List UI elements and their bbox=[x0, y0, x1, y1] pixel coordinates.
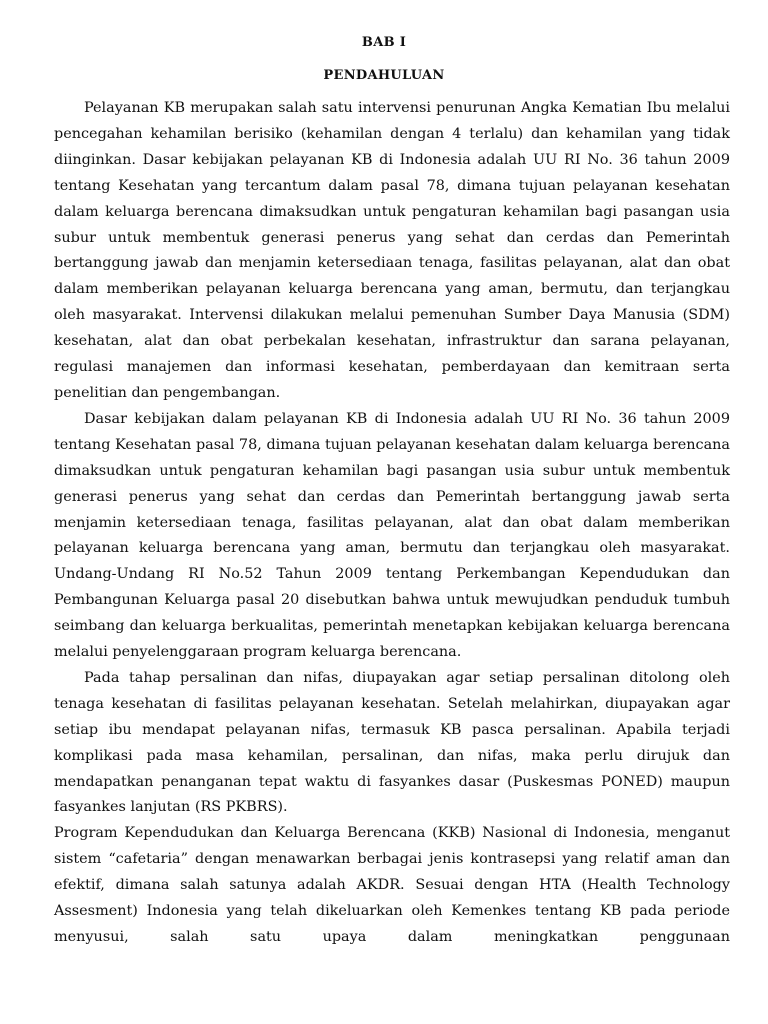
paragraph-1: Pelayanan KB merupakan salah satu intervensi penurunan Angka Kematian Ibu melalui pencegahan kehamilan berisiko (kehamilan dengan 4 terlalu) dan kehamilan yang tidak diinginkan. Dasar kebijakan pelayanan KB di Indonesia adalah UU RI No. 36 tahun 2009 tentang Kesehatan yang tercantum dalam pasal 78, dimana tujuan pelayanan kesehatan dalam keluarga berencana dimaksudkan untuk pengaturan kehamilan bagi pasangan usia subur untuk membentuk generasi penerus yang sehat dan cerdas dan Pemerintah bertanggung jawab dan menjamin ketersediaan tenaga, fasilitas pelayanan, alat dan obat dalam memberikan pelayanan keluarga berencana yang aman, bermutu, dan terjangkau oleh masyarakat. Intervensi dilakukan melalui pemenuhan Sumber Daya Manusia (SDM) kesehatan, alat dan obat perbekalan kesehatan, infrastruktur dan sarana pelayanan, regulasi manajemen dan informasi kesehatan, pemberdayaan dan kemitraan serta penelitian dan pengembangan. bbox=[54, 100, 730, 401]
document-body bbox=[54, 96, 730, 951]
paragraph-4: Program Kependudukan dan Keluarga Berencana (KKB) Nasional di Indonesia, menganut sistem “cafetaria” dengan menawarkan berbagai jenis kontrasepsi yang relatif aman dan efektif, dimana salah satunya adalah AKDR. Sesuai dengan HTA (Health Technology Assesment) Indonesia yang telah dikeluarkan oleh Kemenkes tentang KB pada periode menyusui, salah satu upaya dalam meningkatkan penggunaan bbox=[54, 825, 730, 945]
chapter-title: PENDAHULUAN bbox=[323, 68, 445, 83]
chapter-number: BAB I bbox=[361, 35, 407, 50]
paragraph-2: Dasar kebijakan dalam pelayanan KB di Indonesia adalah UU RI No. 36 tahun 2009 tentang Kesehatan pasal 78, dimana tujuan pelayanan kesehatan dalam keluarga berencana dimaksudkan untuk pengaturan kehamilan bagi pasangan usia subur untuk membentuk generasi penerus yang sehat dan cerdas dan Pemerintah bertanggung jawab serta menjamin ketersediaan tenaga, fasilitas pelayanan, alat dan obat dalam memberikan pelayanan keluarga berencana yang aman, bermutu dan terjangkau oleh masyarakat. Undang-Undang RI No.52 Tahun 2009 tentang Perkembangan Kependudukan dan Pembangunan Keluarga pasal 20 disebutkan bahwa untuk mewujudkan penduduk tumbuh seimbang dan keluarga berkualitas, pemerintah menetapkan kebijakan keluarga berencana melalui penyelenggaraan program keluarga berencana. bbox=[54, 410, 730, 661]
paragraph-3: Pada tahap persalinan dan nifas, diupayakan agar setiap persalinan ditolong oleh tenaga kesehatan di fasilitas pelayanan kesehatan. Setelah melahirkan, diupayakan agar setiap ibu mendapat pelayanan nifas, termasuk KB pasca persalinan. Apabila terjadi komplikasi pada masa kehamilan, persalinan, dan nifas, maka perlu dirujuk dan mendapatkan penanganan tepat waktu di fasyankes dasar (Puskesmas PONED) maupun fasyankes lanjutan (RS PKBRS). bbox=[54, 669, 730, 816]
